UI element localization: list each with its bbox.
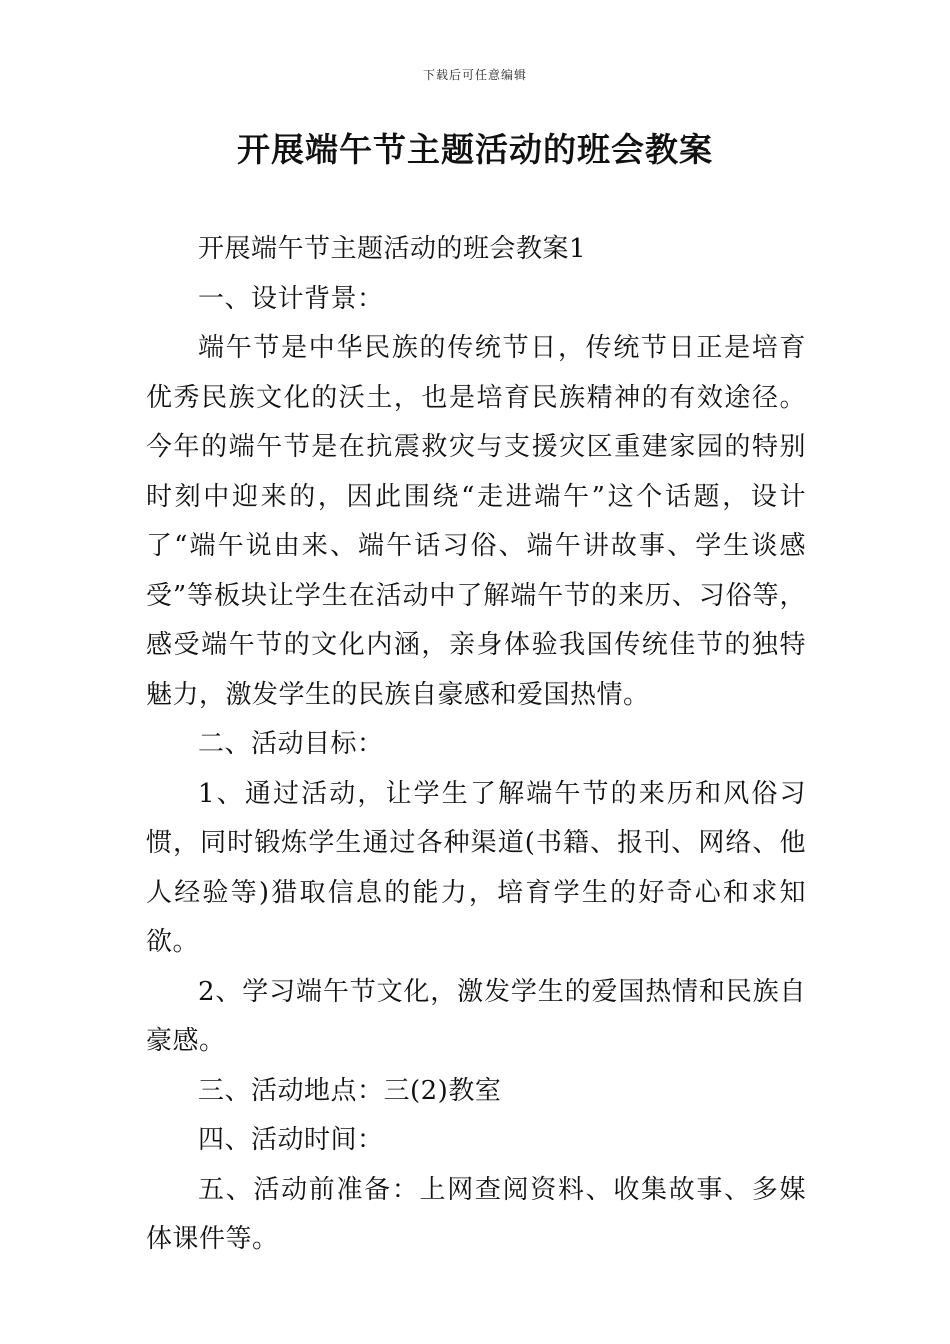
paragraph-activity-location: 三、活动地点：三(2)教室	[198, 1075, 502, 1106]
paragraph-goal-1: 1、通过活动，让学生了解端午节的来历和风俗习惯，同时锻炼学生通过各种渠道(书籍、报刊、网络、他人经验等)猎取信息的能力，培育学生的好奇心和求知欲。	[146, 778, 806, 957]
paragraph-section-heading-1: 开展端午节主题活动的班会教案1	[198, 234, 587, 264]
paragraph-design-background-heading: 一、设计背景：	[198, 283, 384, 314]
paragraph-activity-goals-heading: 二、活动目标：	[198, 729, 384, 759]
paragraph-design-background: 端午节是中华民族的传统节日，传统节日正是培育优秀民族文化的沃土，也是培育民族精神的有效途径。今年的端午节是在抗震救灾与支援灾区重建家园的特别时刻中迎来的，因此围绕“走进端午”这个话题，设计了“端午说由来、端午话习俗、端午讲故事、学生谈感受”等板块让学生在活动中了解端午节的来历、习俗等，感受端午节的文化内涵，亲身体验我国传统佳节的独特魅力，激发学生的民族自豪感和爱国热情。	[146, 333, 806, 710]
document-title: 开展端午节主题活动的班会教案	[237, 130, 713, 169]
paragraph-preparation: 五、活动前准备：上网查阅资料、收集故事、多媒体课件等。	[146, 1174, 806, 1254]
paragraph-goal-2: 2、学习端午节文化，激发学生的爱国热情和民族自豪感。	[146, 976, 806, 1056]
document-body	[146, 225, 806, 1265]
paragraph-activity-time: 四、活动时间：	[198, 1125, 384, 1155]
header-note: 下载后可任意编辑	[422, 68, 527, 82]
